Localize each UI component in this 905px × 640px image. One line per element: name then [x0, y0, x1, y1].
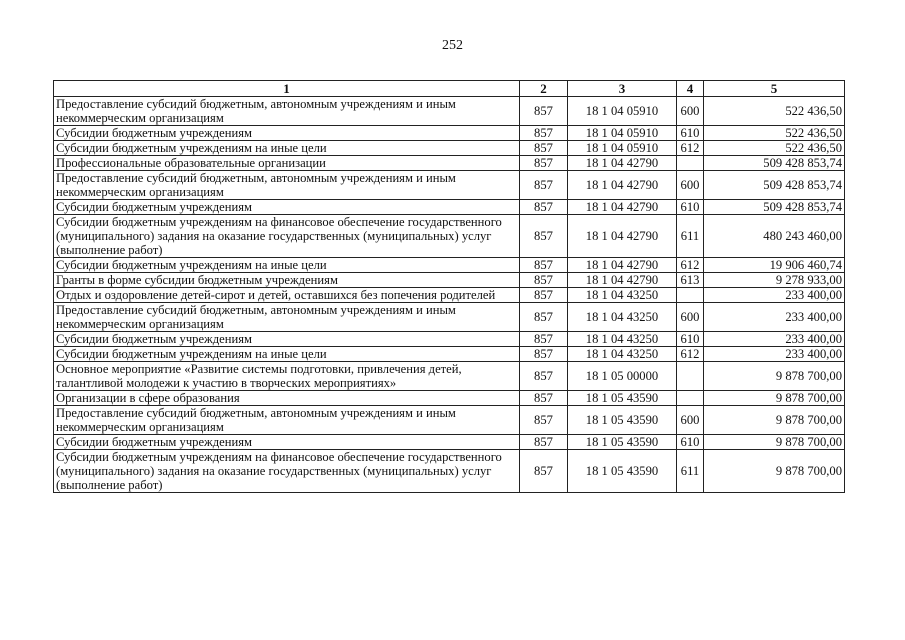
- cell-vr: 612: [677, 347, 704, 362]
- cell-ved: 857: [520, 303, 568, 332]
- cell-vr: 600: [677, 97, 704, 126]
- cell-ved: 857: [520, 200, 568, 215]
- table-row: [54, 215, 845, 258]
- cell-vr: 610: [677, 332, 704, 347]
- cell-ved: 857: [520, 97, 568, 126]
- table-row: [54, 258, 845, 273]
- table-row: [54, 141, 845, 156]
- cell-name: Субсидии бюджетным учреждениям: [54, 200, 520, 215]
- cell-ved: 857: [520, 126, 568, 141]
- cell-cs: 18 1 04 05910: [568, 97, 677, 126]
- cell-sum: 233 400,00: [704, 347, 845, 362]
- cell-sum: 509 428 853,74: [704, 200, 845, 215]
- table-row: [54, 288, 845, 303]
- budget-table: [53, 80, 845, 493]
- cell-name: Субсидии бюджетным учреждениям на иные цели: [54, 347, 520, 362]
- cell-ved: 857: [520, 391, 568, 406]
- cell-cs: 18 1 04 42790: [568, 171, 677, 200]
- table-row: [54, 303, 845, 332]
- cell-name: Основное мероприятие «Развитие системы подготовки, привлечения детей, талантливой молодежи к участию в творческих мероприятиях»: [54, 362, 520, 391]
- cell-cs: 18 1 05 43590: [568, 406, 677, 435]
- table-row: [54, 406, 845, 435]
- cell-name: Профессиональные образовательные организации: [54, 156, 520, 171]
- page-number: 252: [442, 38, 463, 53]
- cell-sum: 522 436,50: [704, 141, 845, 156]
- cell-cs: 18 1 05 43590: [568, 391, 677, 406]
- cell-name: Предоставление субсидий бюджетным, автономным учреждениям и иным некоммерческим организациям: [54, 97, 520, 126]
- table-header-row: [54, 81, 845, 97]
- cell-name: Субсидии бюджетным учреждениям: [54, 435, 520, 450]
- cell-cs: 18 1 04 42790: [568, 258, 677, 273]
- header-vr: 4: [677, 81, 704, 97]
- header-ved: 2: [520, 81, 568, 97]
- cell-cs: 18 1 04 43250: [568, 332, 677, 347]
- cell-cs: 18 1 05 43590: [568, 435, 677, 450]
- cell-cs: 18 1 04 43250: [568, 288, 677, 303]
- cell-vr: [677, 362, 704, 391]
- cell-name: Субсидии бюджетным учреждениям: [54, 332, 520, 347]
- cell-vr: 611: [677, 215, 704, 258]
- cell-cs: 18 1 05 00000: [568, 362, 677, 391]
- cell-ved: 857: [520, 332, 568, 347]
- cell-name: Субсидии бюджетным учреждениям на финансовое обеспечение государственного (муниципального) задания на оказание государственных (муниципальных) услуг (выполнение работ): [54, 450, 520, 493]
- cell-sum: 9 878 700,00: [704, 435, 845, 450]
- cell-ved: 857: [520, 215, 568, 258]
- cell-vr: [677, 391, 704, 406]
- cell-vr: 612: [677, 141, 704, 156]
- cell-sum: 19 906 460,74: [704, 258, 845, 273]
- cell-sum: 522 436,50: [704, 126, 845, 141]
- cell-name: Предоставление субсидий бюджетным, автономным учреждениям и иным некоммерческим организациям: [54, 303, 520, 332]
- table-body: [54, 97, 845, 493]
- cell-sum: 9 878 700,00: [704, 406, 845, 435]
- cell-ved: 857: [520, 450, 568, 493]
- cell-name: Предоставление субсидий бюджетным, автономным учреждениям и иным некоммерческим организациям: [54, 406, 520, 435]
- cell-name: Субсидии бюджетным учреждениям: [54, 126, 520, 141]
- cell-sum: 522 436,50: [704, 97, 845, 126]
- cell-sum: 9 278 933,00: [704, 273, 845, 288]
- cell-vr: [677, 156, 704, 171]
- cell-cs: 18 1 04 42790: [568, 200, 677, 215]
- table-row: [54, 391, 845, 406]
- cell-vr: 600: [677, 303, 704, 332]
- cell-vr: [677, 288, 704, 303]
- cell-vr: 610: [677, 435, 704, 450]
- cell-ved: 857: [520, 347, 568, 362]
- cell-sum: 9 878 700,00: [704, 450, 845, 493]
- cell-sum: 233 400,00: [704, 332, 845, 347]
- cell-name: Субсидии бюджетным учреждениям на иные цели: [54, 141, 520, 156]
- cell-vr: 600: [677, 171, 704, 200]
- cell-vr: 613: [677, 273, 704, 288]
- cell-name: Предоставление субсидий бюджетным, автономным учреждениям и иным некоммерческим организациям: [54, 171, 520, 200]
- cell-name: Субсидии бюджетным учреждениям на финансовое обеспечение государственного (муниципального) задания на оказание государственных (муниципальных) услуг (выполнение работ): [54, 215, 520, 258]
- table-row: [54, 347, 845, 362]
- table-row: [54, 435, 845, 450]
- cell-sum: 509 428 853,74: [704, 156, 845, 171]
- cell-name: Субсидии бюджетным учреждениям на иные цели: [54, 258, 520, 273]
- table-row: [54, 126, 845, 141]
- cell-vr: 610: [677, 200, 704, 215]
- table-row: [54, 450, 845, 493]
- cell-name: Отдых и оздоровление детей-сирот и детей, оставшихся без попечения родителей: [54, 288, 520, 303]
- cell-name: Организации в сфере образования: [54, 391, 520, 406]
- table-row: [54, 97, 845, 126]
- cell-ved: 857: [520, 288, 568, 303]
- cell-sum: 9 878 700,00: [704, 391, 845, 406]
- table-row: [54, 332, 845, 347]
- table-row: [54, 156, 845, 171]
- cell-cs: 18 1 04 42790: [568, 215, 677, 258]
- table-row: [54, 362, 845, 391]
- header-name: 1: [54, 81, 520, 97]
- cell-vr: 611: [677, 450, 704, 493]
- cell-vr: 612: [677, 258, 704, 273]
- cell-ved: 857: [520, 171, 568, 200]
- cell-cs: 18 1 04 43250: [568, 347, 677, 362]
- table-row: [54, 200, 845, 215]
- cell-name: Гранты в форме субсидии бюджетным учреждениям: [54, 273, 520, 288]
- cell-cs: 18 1 04 05910: [568, 141, 677, 156]
- cell-vr: 600: [677, 406, 704, 435]
- table-row: [54, 171, 845, 200]
- cell-ved: 857: [520, 362, 568, 391]
- cell-ved: 857: [520, 435, 568, 450]
- header-cs: 3: [568, 81, 677, 97]
- cell-sum: 233 400,00: [704, 303, 845, 332]
- cell-cs: 18 1 04 42790: [568, 156, 677, 171]
- table-row: [54, 273, 845, 288]
- cell-ved: 857: [520, 258, 568, 273]
- cell-ved: 857: [520, 141, 568, 156]
- cell-sum: 233 400,00: [704, 288, 845, 303]
- cell-cs: 18 1 04 43250: [568, 303, 677, 332]
- header-sum: 5: [704, 81, 845, 97]
- cell-ved: 857: [520, 156, 568, 171]
- cell-cs: 18 1 04 42790: [568, 273, 677, 288]
- cell-sum: 509 428 853,74: [704, 171, 845, 200]
- cell-ved: 857: [520, 406, 568, 435]
- cell-vr: 610: [677, 126, 704, 141]
- cell-cs: 18 1 05 43590: [568, 450, 677, 493]
- cell-sum: 480 243 460,00: [704, 215, 845, 258]
- cell-sum: 9 878 700,00: [704, 362, 845, 391]
- cell-ved: 857: [520, 273, 568, 288]
- cell-cs: 18 1 04 05910: [568, 126, 677, 141]
